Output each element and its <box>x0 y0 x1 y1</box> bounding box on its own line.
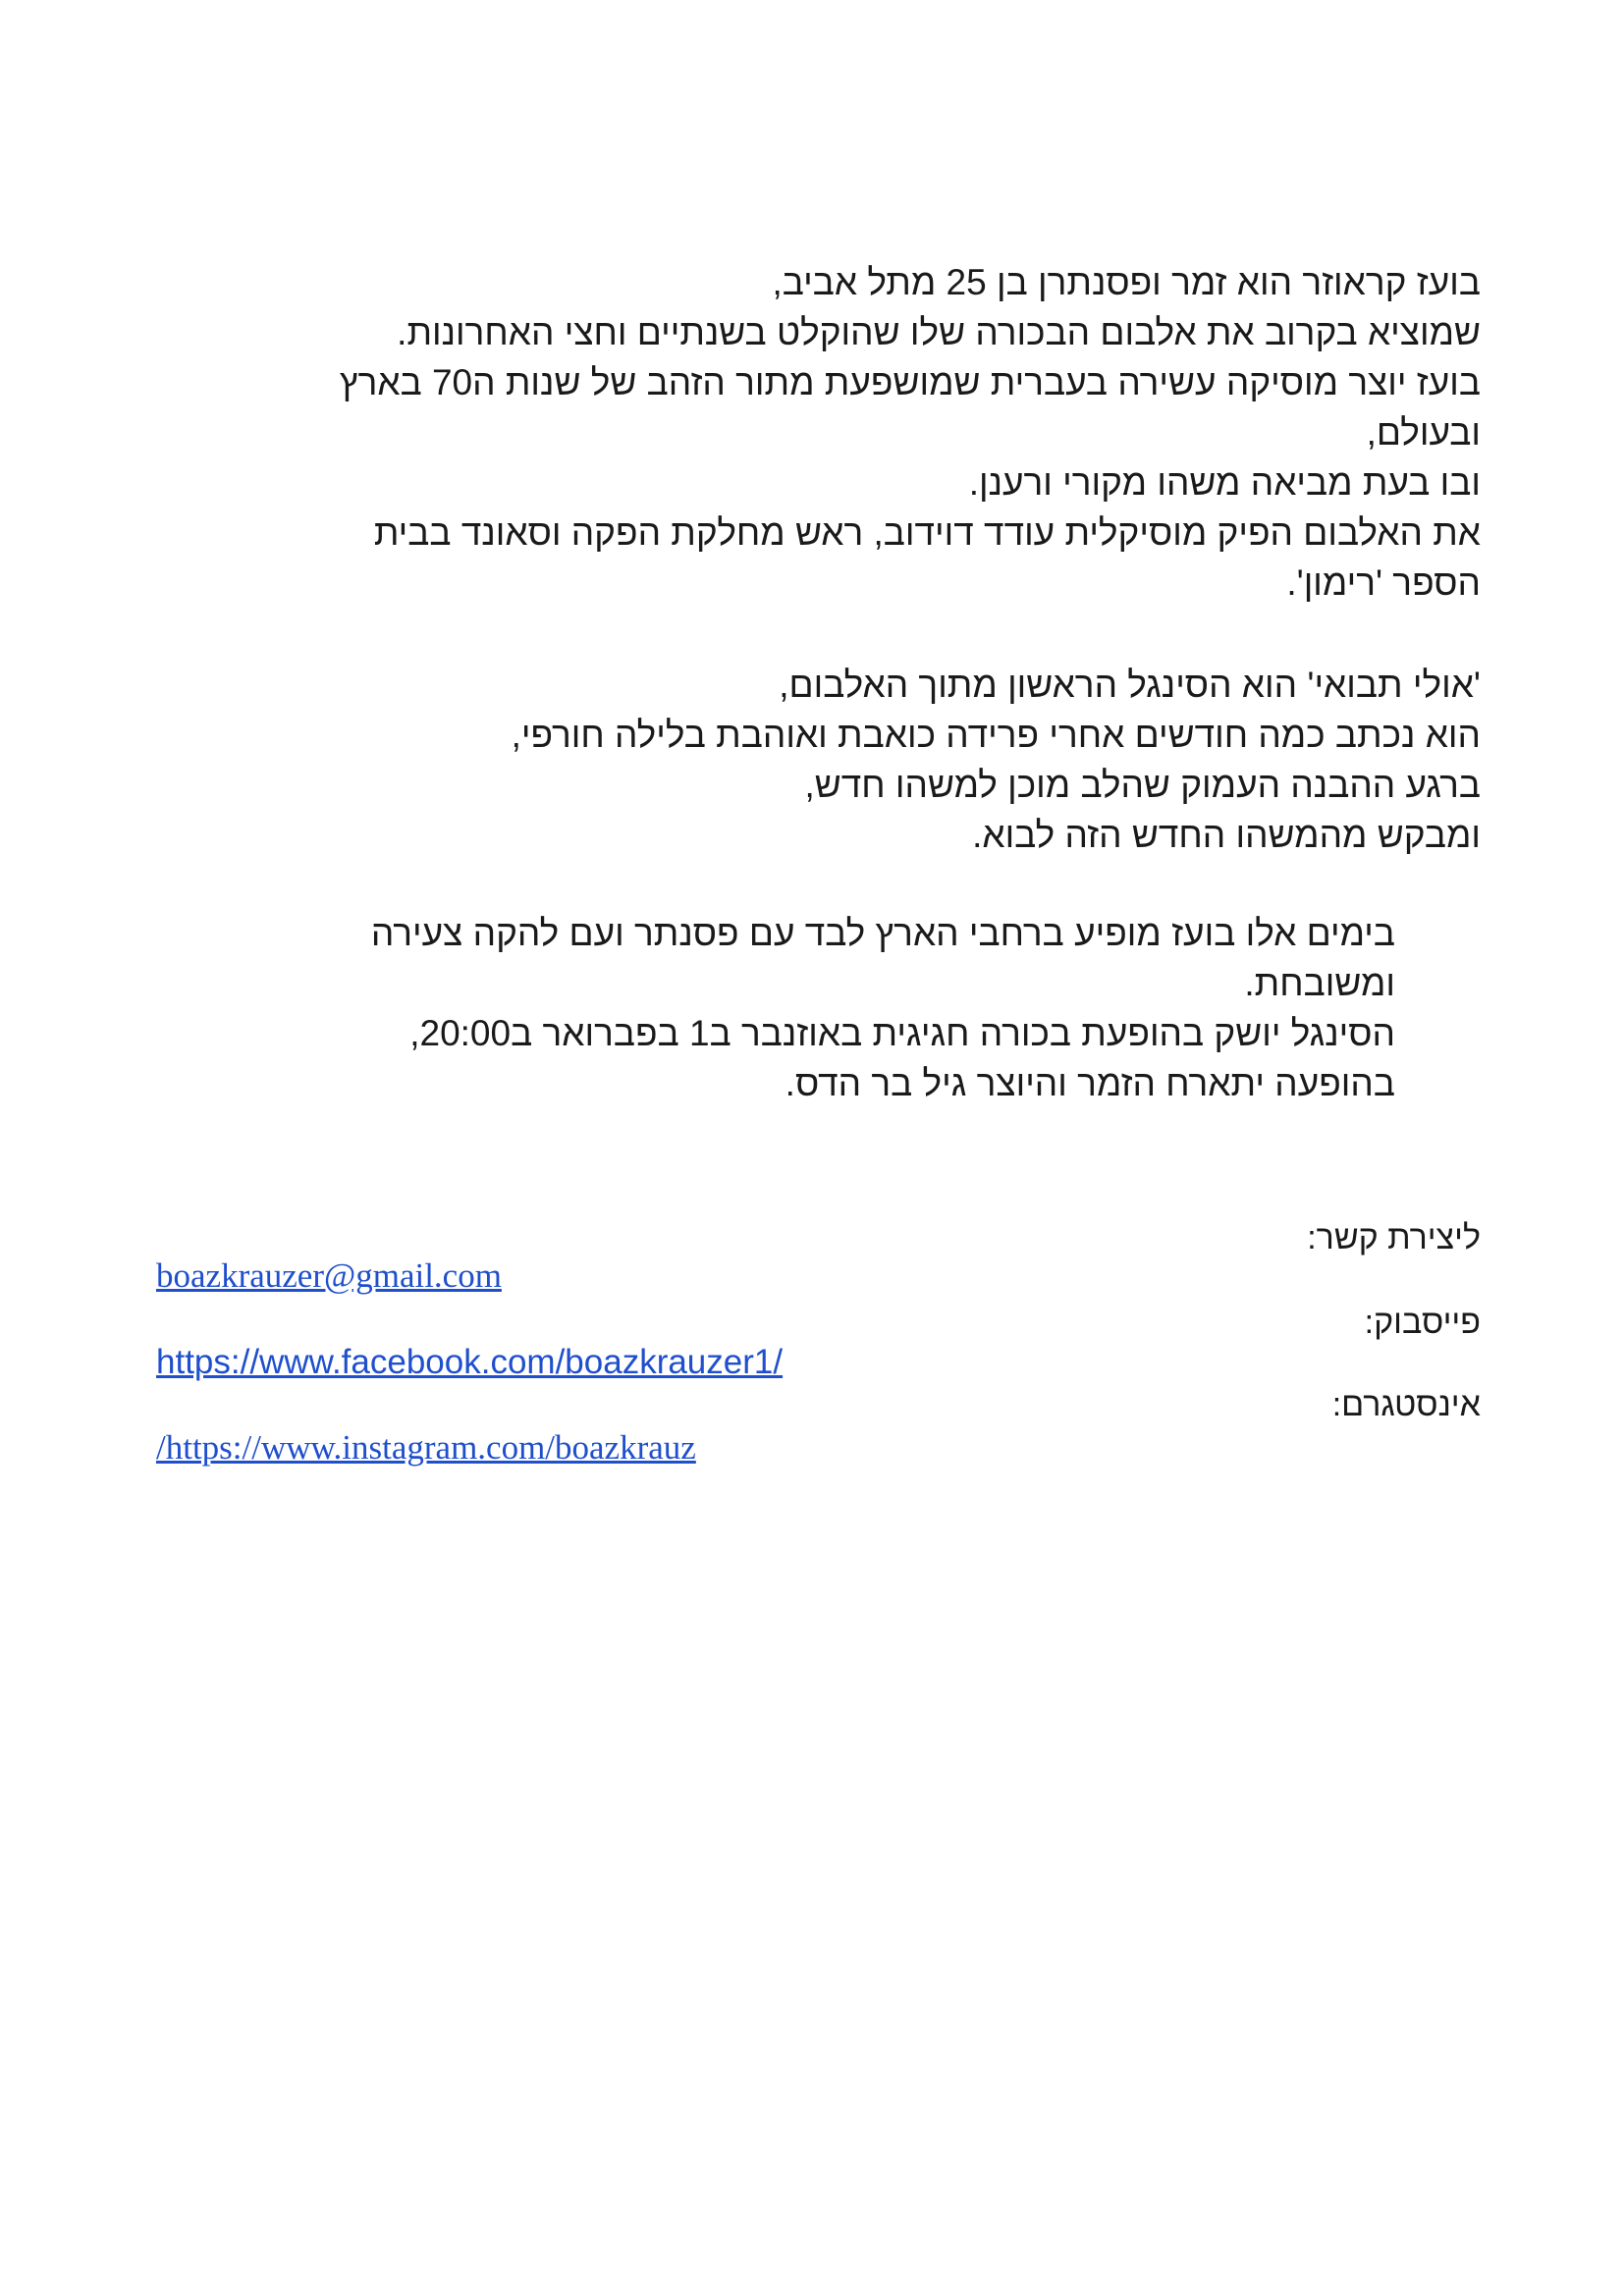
facebook-link[interactable]: https://www.facebook.com/boazkrauzer1/ <box>156 1343 784 1381</box>
contact-label: ליצירת קשר: <box>1307 1219 1481 1256</box>
paragraph-single <box>106 660 1481 860</box>
paragraph-line: את האלבום הפיק מוסיקלית עודד דוידוב, ראש מחלקת הפקה וסאונד בבית <box>373 512 1481 553</box>
paragraph-line: ומשובחת. <box>1244 963 1395 1003</box>
facebook-label: פייסבוק: <box>1364 1304 1481 1341</box>
email-link[interactable]: boazkrauzer@gmail.com <box>156 1256 502 1295</box>
paragraph-line: 'אולי תבואי' הוא הסינגל הראשון מתוך האלבום, <box>779 665 1481 705</box>
paragraph-line: ברגע ההבנה העמוק שהלב מוכן למשהו חדש, <box>804 765 1481 805</box>
paragraph-intro <box>106 257 1481 608</box>
paragraph-line: בהופעה יתארח הזמר והיוצר גיל בר הדס. <box>785 1063 1395 1103</box>
paragraph-shows <box>119 908 1395 1108</box>
paragraph-line: הוא נכתב כמה חודשים אחרי פרידה כואבת ואוהבת בלילה חורפי, <box>511 715 1481 755</box>
paragraph-line: הסינגל יושק בהופעת בכורה חגיגית באוזנבר ב1 בפברואר ב20:00, <box>409 1013 1395 1053</box>
instagram-label: אינסטגרם: <box>1331 1386 1481 1423</box>
paragraph-line: ובו בעת מביאה משהו מקורי ורענן. <box>968 462 1481 503</box>
paragraph-line: בימים אלו בועז מופיע ברחבי הארץ לבד עם פסנתר ועם להקה צעירה <box>370 913 1395 953</box>
paragraph-line: שמוציא בקרוב את אלבום הבכורה שלו שהוקלט בשנתיים וחצי האחרונות. <box>397 312 1481 352</box>
paragraph-line: ובעולם, <box>1366 412 1481 453</box>
paragraph-line: בועז קראוזר הוא זמר ופסנתרן בן 25 מתל אביב, <box>772 262 1481 302</box>
paragraph-line: הספר 'רימון'. <box>1286 562 1481 603</box>
paragraph-line: בועז יוצר מוסיקה עשירה בעברית שמושפעת מתור הזהב של שנות ה70 בארץ <box>339 362 1481 402</box>
instagram-link[interactable]: /https://www.instagram.com/boazkrauz <box>156 1428 696 1467</box>
paragraph-line: ומבקש מהמשהו החדש הזה לבוא. <box>972 815 1481 855</box>
